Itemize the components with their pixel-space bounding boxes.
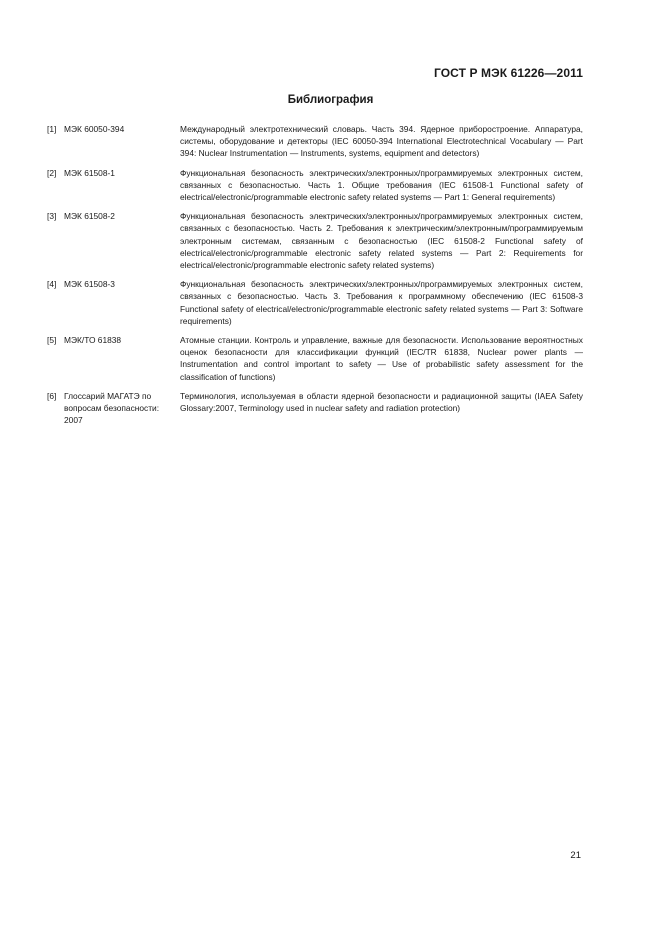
entry-description: Терминология, используемая в области ядерной безопасности и радиационной защиты (IAEA Safety Glossary:2007, Terminology used in nuclear safety and radiation protection) [180,390,583,414]
entry-description: Функциональная безопасность электрических/электронных/программируемых электронных систем, связанных с безопасностью. Часть 2. Требования к электрическим/электронным/программируемым электронным системам, связанным с безопасностью (IEC 61508-2 Functional safety of electrical/electronic/programmable electronic safety related systems — Part 2: Requirements for electrical/electronic/programmable electronic safety related systems) [180,211,583,271]
entry-reference: МЭК 61508-2 [64,211,115,222]
entry-reference: МЭК/ТО 61838 [64,335,122,346]
bibliography-entry [47,123,583,160]
entry-description: Атомные станции. Контроль и управление, важные для безопасности. Использование вероятностных оценок безопасности для классификации функций (IEC/TR 61838, Nuclear power plants — Instrumentation and control important to safety — Use of probabilistic safety assessment for the classification of functions) [180,335,583,382]
entry-reference: МЭК 61508-3 [64,279,115,290]
entry-reference: Глоссарий МАГАТЭ по вопросам безопасности: 2007 [64,390,160,426]
entry-reference: МЭК 61508-1 [64,167,115,178]
entry-reference: МЭК 60050-394 [64,124,125,134]
entry-number: [1] [47,124,57,134]
entry-number: [4] [47,279,57,290]
bibliography-entry [47,334,583,383]
entry-description: Функциональная безопасность электрических/электронных/программируемых электронных систем, связанных с безопасностью. Часть 3. Требования к программному обеспечению (IEC 61508-3 Functional safety of electrical/electronic/programmable electronic safety related systems — Part 3: Software requirements) [180,279,583,326]
standard-header: ГОСТ Р МЭК 61226—2011 [433,66,583,80]
page-number: 21 [570,850,581,861]
entry-description: Международный электротехнический словарь. Часть 394. Ядерное приборостроение. Аппаратура, системы, оборудование и детекторы (IEC 60050-394 International Electrotechnical Vocabulary — Part 394: Nuclear Instrumentation — Instruments, systems, equipment and detectors) [180,124,583,159]
entry-number: [5] [47,335,57,346]
page-title: Библиография [287,94,374,106]
entry-number: [2] [47,167,57,178]
bibliography-entry [47,278,583,327]
bibliography-entry [47,167,583,204]
entry-description: Функциональная безопасность электрических/электронных/программируемых электронных систем, связанных с безопасностью. Часть 1. Общие требования (IEC 61508-1 Functional safety of electrical/electronic/programmable electronic safety related systems — Part 1: General requirements) [180,167,583,203]
entry-number: [6] [47,390,57,401]
entry-number: [3] [47,211,57,222]
bibliography-list [47,123,583,433]
bibliography-entry [47,390,583,427]
bibliography-entry [47,210,583,271]
